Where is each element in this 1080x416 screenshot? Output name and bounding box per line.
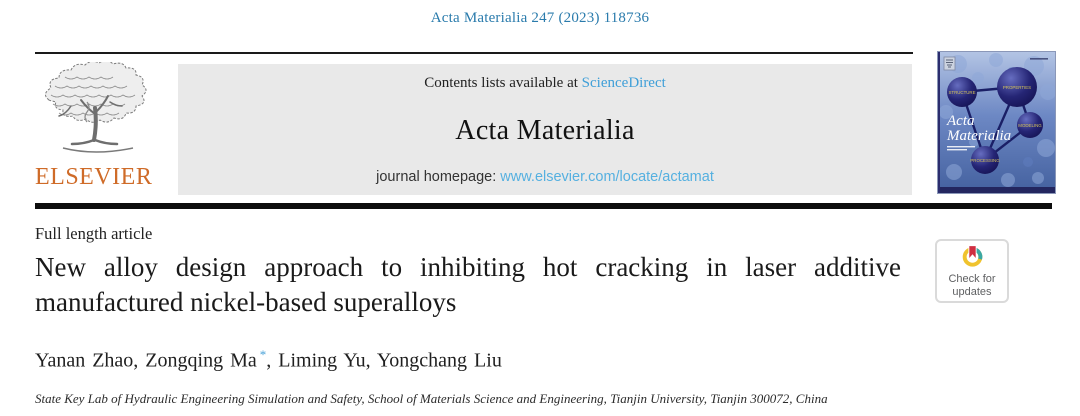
- homepage-line: [376, 169, 714, 185]
- elsevier-wordmark: ELSEVIER: [35, 164, 153, 190]
- journal-cover-image: [938, 52, 1055, 193]
- journal-title: Acta Materialia: [455, 114, 635, 146]
- contents-line: [424, 75, 666, 92]
- homepage-link[interactable]: www.elsevier.com/locate/actamat: [500, 169, 714, 185]
- journal-cover-art: [938, 52, 1055, 193]
- header-top-rule: [35, 52, 913, 54]
- header-bottom-rule: [35, 203, 1052, 209]
- authors-part1: Yanan Zhao, Zongqing Ma: [35, 349, 257, 372]
- journal-citation: Acta Materialia 247 (2023) 118736: [430, 10, 650, 26]
- check-badge-line2: updates: [952, 285, 992, 298]
- article-title: New alloy design approach to inhibiting hot cracking in laser additive manufactured nickel-based superalloys: [35, 252, 901, 318]
- cover-title-line1: Acta: [947, 113, 975, 129]
- homepage-prefix: journal homepage:: [376, 169, 501, 185]
- author-list: [35, 347, 502, 373]
- cover-node-modeling: MODELING: [1018, 123, 1042, 128]
- elsevier-tree-icon: [35, 62, 161, 162]
- cover-node-properties: PROPERTIES: [1002, 85, 1032, 90]
- cover-node-processing: PROCESSING: [970, 158, 1000, 163]
- corresponding-author-marker[interactable]: *: [259, 347, 267, 362]
- authors-part2: , Liming Yu, Yongchang Liu: [266, 349, 502, 372]
- crossmark-icon: [959, 244, 986, 272]
- affiliation: State Key Lab of Hydraulic Engineering Simulation and Safety, School of Materials Science and Engineering, Tianjin University, Tianjin 300072, China: [35, 391, 828, 406]
- contents-prefix: Contents lists available at: [424, 75, 582, 91]
- check-for-updates-badge[interactable]: [935, 239, 1009, 303]
- check-badge-line1: Check for: [948, 273, 996, 286]
- elsevier-logo: [35, 62, 170, 194]
- cover-title-line2: Materialia: [947, 128, 1012, 144]
- journal-masthead: [178, 64, 912, 195]
- check-badge-label: [948, 273, 995, 298]
- sciencedirect-link[interactable]: ScienceDirect: [581, 75, 666, 91]
- cover-node-structure: STRUCTURE: [948, 90, 976, 95]
- article-type-label: Full length article: [35, 224, 153, 243]
